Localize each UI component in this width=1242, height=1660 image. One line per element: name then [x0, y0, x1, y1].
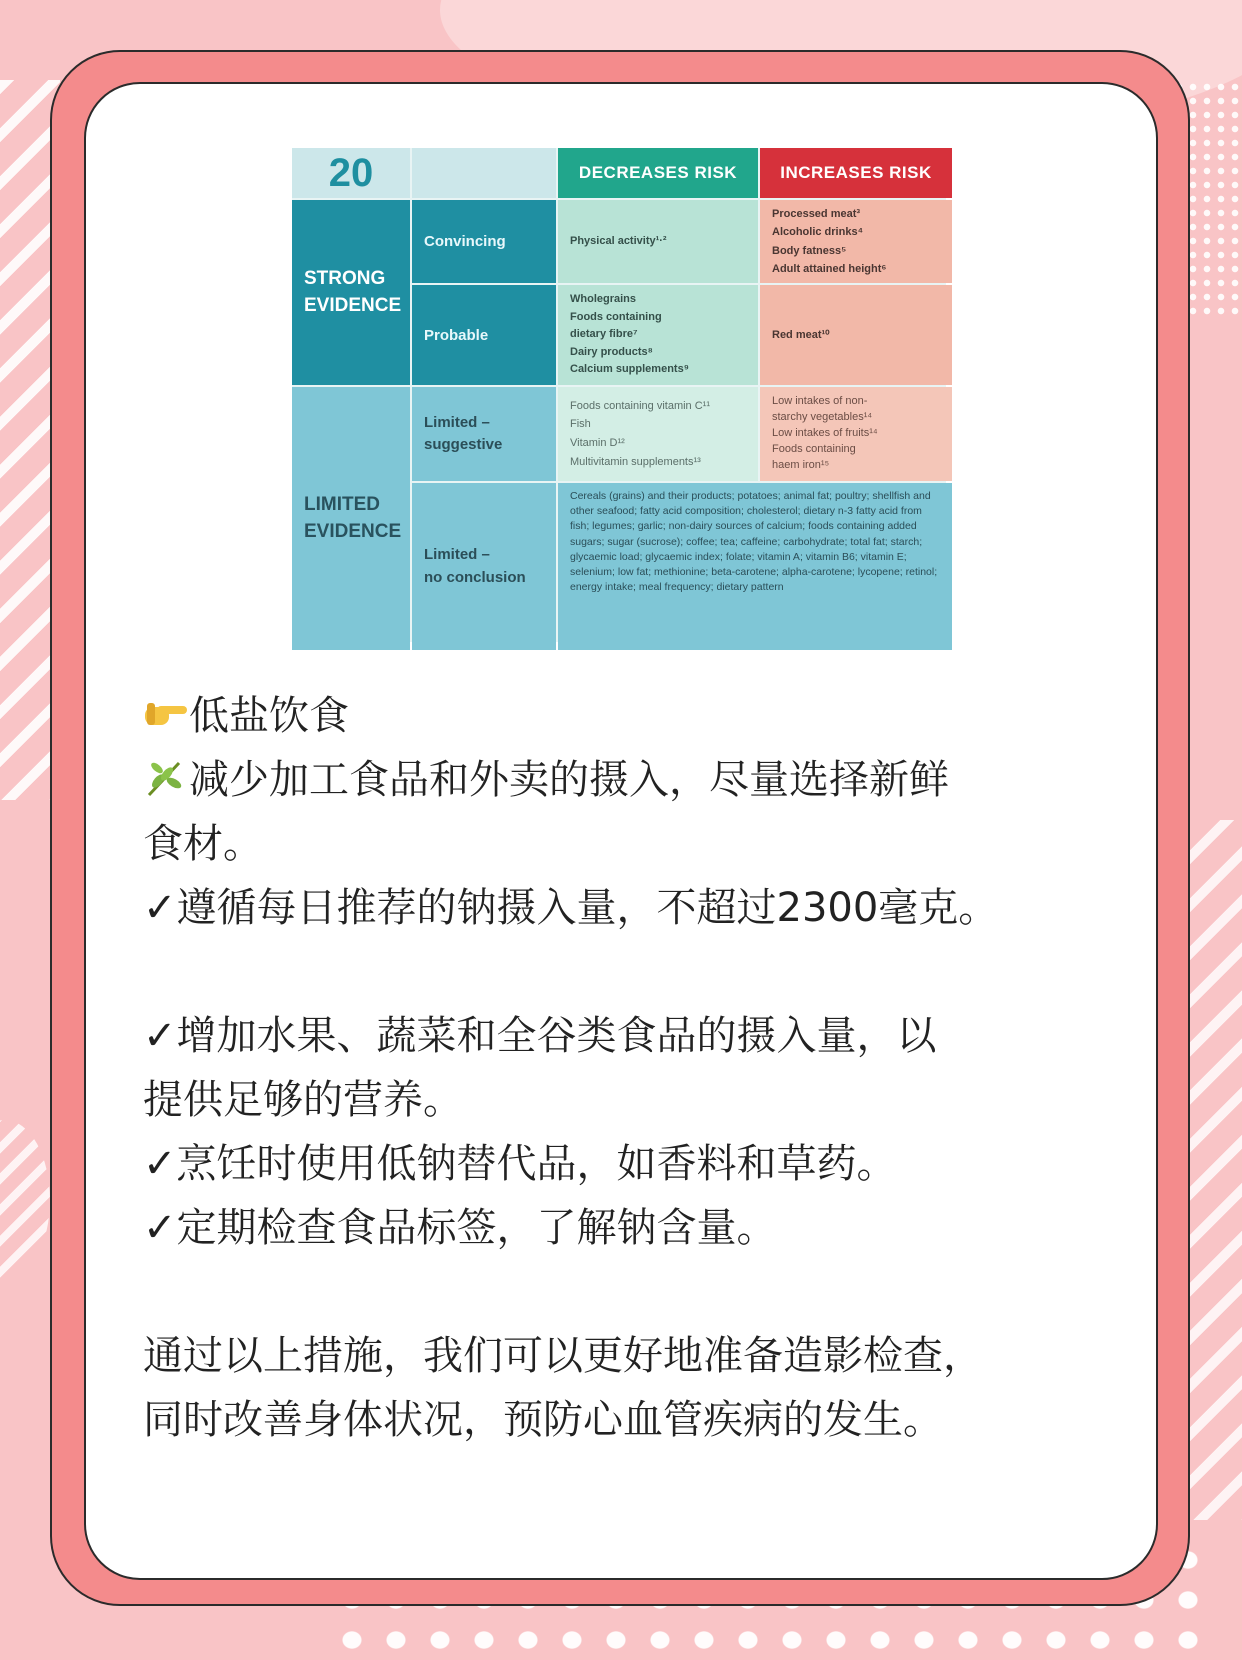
- text-line: ✓增加水果、蔬菜和全谷类食品的摄入量，以: [143, 1013, 937, 1059]
- text-line: ✓定期检查食品标签，了解钠含量。: [143, 1205, 777, 1251]
- text-line: 通过以上措施，我们可以更好地准备造影检查，: [143, 1333, 983, 1379]
- text-line: 食材。: [143, 821, 263, 867]
- table-corner-label: 20: [292, 148, 410, 198]
- suggestive-increases-cell: Low intakes of non- starchy vegetables¹⁴ Low intakes of fruits¹⁴ Foods containing haem iron¹⁵: [760, 387, 952, 481]
- probable-label: Probable: [412, 285, 556, 385]
- text-line: 提供足够的营养。: [143, 1077, 463, 1123]
- probable-decreases-cell: Wholegrains Foods containing dietary fibre⁷ Dairy products⁸ Calcium supplements⁹: [558, 285, 758, 385]
- no-conclusion-cell: Cereals (grains) and their products; potatoes; animal fat; poultry; shellfish and other seafood; fatty acid composition; cholesterol; dietary n-3 fatty acid from fish; legumes; garlic; non-dairy sources of calcium; foods containing added sugars; sugar (sucrose); coffee; tea; caffeine; carbohydrate; total fat; starch; glycaemic load; glycaemic index; folate; vitamin A; vitamin B6; vitamin E; selenium; low fat; methionine; beta-carotene; alpha-carotene; lycopene; retinol; energy intake; meal frequency; dietary pattern: [558, 483, 952, 650]
- convincing-decreases-cell: Physical activity¹·²: [558, 200, 758, 283]
- limited-no-conclusion-label: Limited – no conclusion: [412, 483, 556, 650]
- convincing-label: Convincing: [412, 200, 556, 283]
- convincing-increases-cell: Processed meat³ Alcoholic drinks⁴ Body fatness⁵ Adult attained height⁶: [760, 200, 952, 283]
- text-line: 减少加工食品和外卖的摄入，尽量选择新鲜: [143, 748, 1123, 812]
- probable-increases-cell: Red meat¹⁰: [760, 285, 952, 385]
- article-text: [143, 684, 1123, 1452]
- spacer: [143, 940, 1123, 1004]
- heading-text: 低盐饮食: [189, 693, 349, 739]
- limited-evidence-label: LIMITED EVIDENCE: [292, 387, 410, 650]
- background-stripe-circle: [0, 1120, 50, 1280]
- table-blank-header: [412, 148, 556, 198]
- limited-suggestive-label: Limited – suggestive: [412, 387, 556, 481]
- decreases-risk-header: DECREASES RISK: [558, 148, 758, 198]
- spacer: [143, 1260, 1123, 1324]
- herb-icon: [143, 757, 189, 797]
- text-line: ✓遵循每日推荐的钠摄入量，不超过2300毫克。: [143, 885, 999, 931]
- text-line: 同时改善身体状况，预防心血管疾病的发生。: [143, 1397, 943, 1443]
- suggestive-decreases-cell: Foods containing vitamin C¹¹ Fish Vitamin D¹² Multivitamin supplements¹³: [558, 387, 758, 481]
- evidence-table-image: [292, 148, 946, 642]
- pointing-hand-icon: [143, 693, 189, 733]
- increases-risk-header: INCREASES RISK: [760, 148, 952, 198]
- text-line: ✓烹饪时使用低钠替代品，如香料和草药。: [143, 1141, 897, 1187]
- section-heading: [143, 684, 1123, 748]
- strong-evidence-label: STRONG EVIDENCE: [292, 200, 410, 385]
